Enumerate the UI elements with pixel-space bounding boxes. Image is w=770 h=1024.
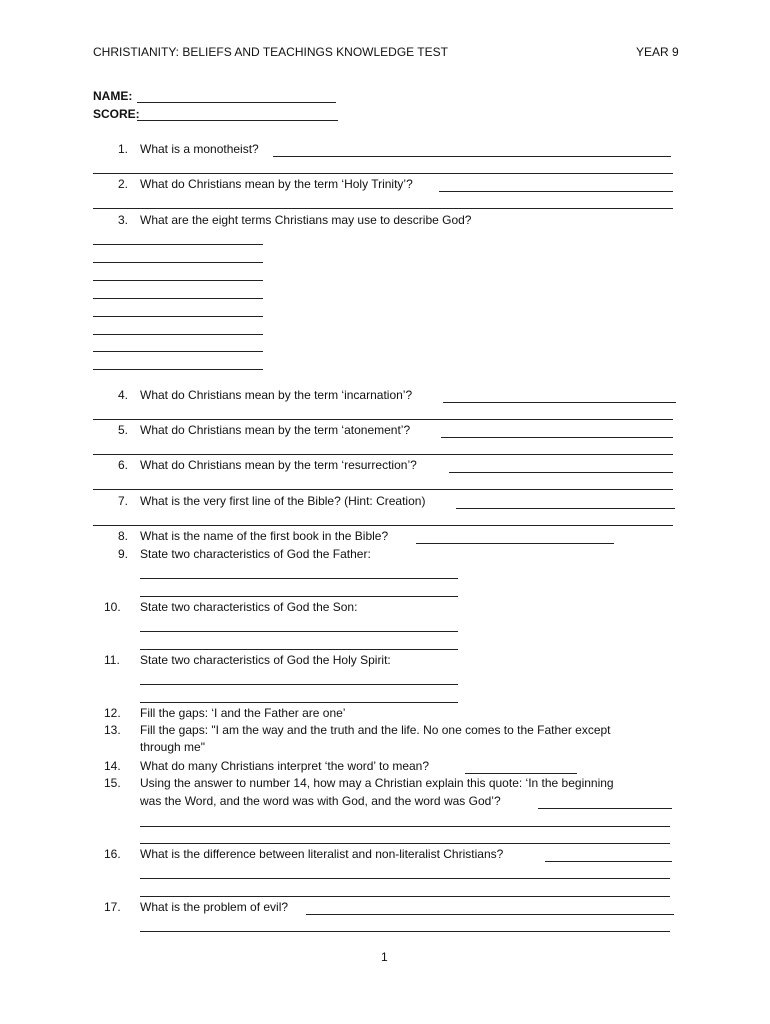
question-number: 10. [104,600,121,614]
question-number: 6. [117,458,128,472]
q9-answer-line[interactable] [140,596,458,597]
q4-answer-line[interactable] [443,402,676,403]
question-number: 17. [104,900,121,914]
q3-term-line[interactable] [93,262,263,263]
name-label: NAME: [93,89,133,103]
question-number: 9. [117,547,128,561]
question-5-text: What do Christians mean by the term ‘atonement’? [140,423,411,437]
question-number: 14. [104,759,121,773]
q5-answer-line[interactable] [441,437,673,438]
q3-term-line[interactable] [93,280,263,281]
question-8-text: What is the name of the first book in the Bible? [140,529,389,543]
q17-answer-line[interactable] [140,931,670,932]
question-number: 2. [117,177,128,191]
question-15-text: Using the answer to number 14, how may a Christian explain this quote: ‘In the beginning [140,776,614,790]
question-4-text: What do Christians mean by the term ‘incarnation’? [140,388,413,402]
q11-answer-line[interactable] [140,702,458,703]
q3-term-line[interactable] [93,351,263,352]
year-label: YEAR 9 [636,45,679,59]
question-number: 1. [117,142,128,156]
q14-answer-line[interactable] [465,773,577,774]
question-number: 11. [104,653,120,667]
question-3-text: What are the eight terms Christians may use to describe God? [140,213,472,227]
q15-answer-line[interactable] [538,808,672,809]
q9-answer-line[interactable] [140,578,458,579]
question-13-text: Fill the gaps: "I am the way and the truth and the life. No one comes to the Father except [140,723,611,737]
question-6-text: What do Christians mean by the term ‘resurrection’? [140,458,417,472]
name-answer-line[interactable] [137,102,336,103]
q6-answer-line[interactable] [93,489,673,490]
question-1-text: What is a monotheist? [140,142,259,156]
q7-answer-line[interactable] [93,525,673,526]
q2-answer-line[interactable] [93,208,673,209]
q16-answer-line[interactable] [140,878,670,879]
q15-answer-line[interactable] [140,826,670,827]
page-number: 1 [381,950,388,964]
question-14-text: What do many Christians interpret ‘the word’ to mean? [140,759,430,773]
question-11-text: State two characteristics of God the Holy Spirit: [140,653,391,667]
question-13-text-cont: through me" [140,740,205,754]
q3-term-line[interactable] [93,369,263,370]
q3-term-line[interactable] [93,298,263,299]
question-16-text: What is the difference between literalist and non-literalist Christians? [140,847,504,861]
q15-answer-line[interactable] [140,843,670,844]
q1-answer-line[interactable] [273,156,671,157]
q16-answer-line[interactable] [545,861,672,862]
question-9-text: State two characteristics of God the Father: [140,547,371,561]
question-number: 7. [117,494,128,508]
q10-answer-line[interactable] [140,649,458,650]
q4-answer-line[interactable] [93,419,673,420]
q10-answer-line[interactable] [140,631,458,632]
score-label: SCORE: [93,107,140,121]
question-2-text: What do Christians mean by the term ‘Holy Trinity’? [140,177,413,191]
test-title: CHRISTIANITY: BELIEFS AND TEACHINGS KNOWLEDGE TEST [93,45,448,59]
q1-answer-line[interactable] [93,173,673,174]
question-number: 12. [104,706,121,720]
question-12-text: Fill the gaps: ‘I and the Father are one’ [140,706,346,720]
q3-term-line[interactable] [93,316,263,317]
question-number: 16. [104,847,121,861]
q3-term-line[interactable] [93,244,263,245]
q3-term-line[interactable] [93,334,263,335]
question-17-text: What is the problem of evil? [140,900,289,914]
question-7-text: What is the very first line of the Bible? (Hint: Creation) [140,494,426,508]
question-10-text: State two characteristics of God the Son: [140,600,358,614]
question-number: 13. [104,723,121,737]
question-number: 8. [117,529,128,543]
question-15-text-cont: was the Word, and the word was with God, and the word was God’? [140,794,501,808]
q2-answer-line[interactable] [439,191,673,192]
q8-answer-line[interactable] [416,543,614,544]
question-number: 15. [104,776,121,790]
q16-answer-line[interactable] [140,896,670,897]
q11-answer-line[interactable] [140,684,458,685]
q7-answer-line[interactable] [456,508,675,509]
question-number: 4. [117,388,128,402]
q5-answer-line[interactable] [93,454,673,455]
q17-answer-line[interactable] [306,914,674,915]
q6-answer-line[interactable] [449,472,673,473]
score-answer-line[interactable] [137,120,338,121]
question-number: 5. [117,423,128,437]
question-number: 3. [117,213,128,227]
